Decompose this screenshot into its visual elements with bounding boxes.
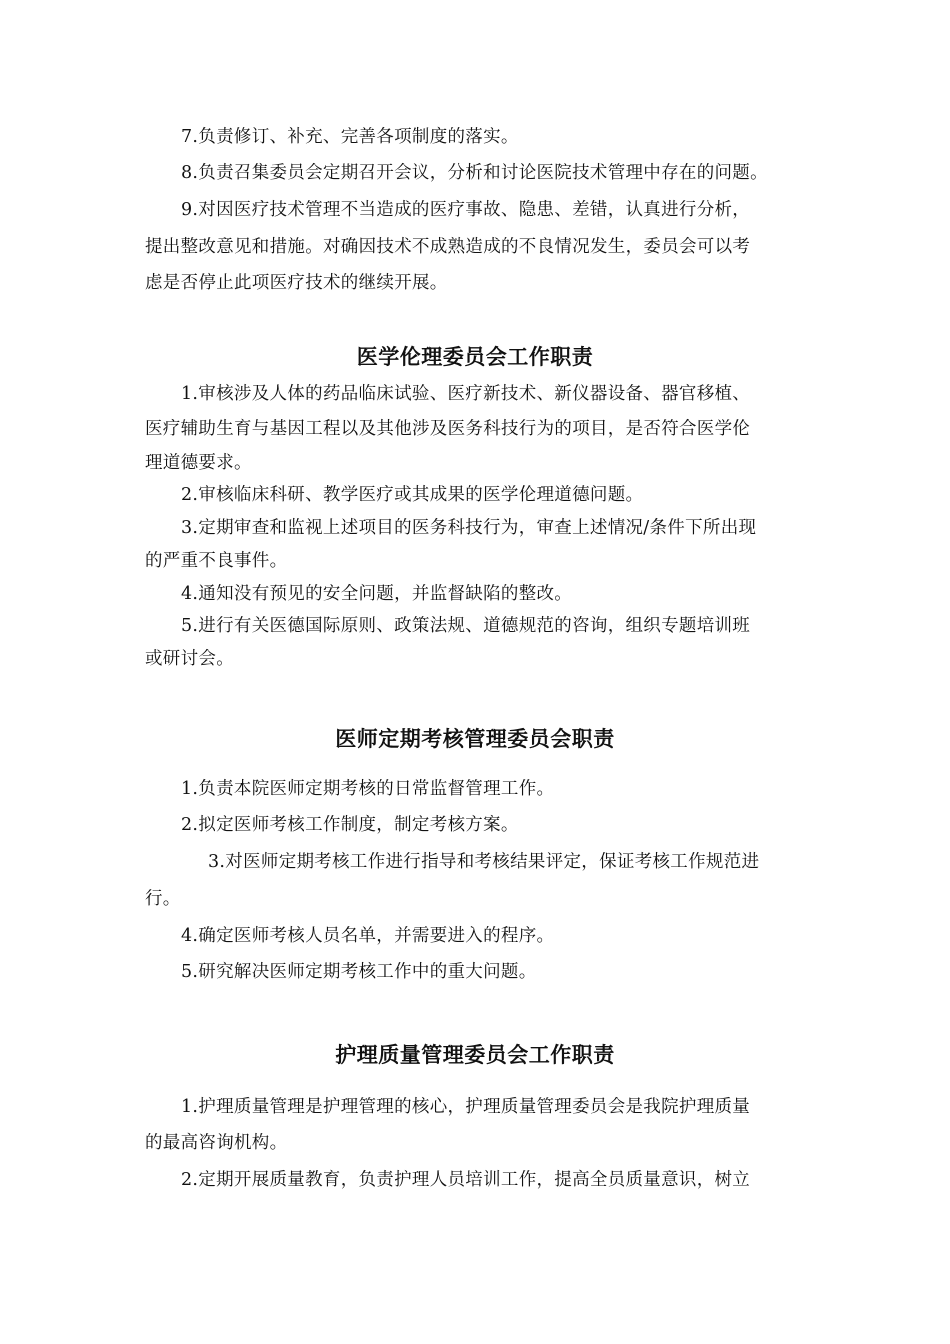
paragraph-line: 5.进行有关医德国际原则、政策法规、道德规范的咨询，组织专题培训班: [181, 616, 751, 636]
section-title-ethics: 医学伦理委员会工作职责: [356, 345, 594, 369]
paragraph-line: 1.审核涉及人体的药品临床试验、医疗新技术、新仪器设备、器官移植、: [181, 384, 751, 404]
paragraph-line: 2.审核临床科研、教学医疗或其成果的医学伦理道德问题。: [181, 485, 644, 505]
paragraph-line: 8.负责召集委员会定期召开会议，分析和讨论医院技术管理中存在的问题。: [181, 163, 768, 183]
paragraph-line: 3.对医师定期考核工作进行指导和考核结果评定，保证考核工作规范进: [208, 852, 760, 872]
paragraph-line: 1.负责本院医师定期考核的日常监督管理工作。: [181, 779, 555, 799]
paragraph-line: 7.负责修订、补充、完善各项制度的落实。: [181, 127, 519, 147]
paragraph-line: 2.拟定医师考核工作制度，制定考核方案。: [181, 815, 519, 835]
paragraph-line: 或研讨会。: [145, 649, 234, 669]
paragraph-line: 2.定期开展质量教育，负责护理人员培训工作，提高全员质量意识，树立: [181, 1170, 751, 1190]
paragraph-line: 5.研究解决医师定期考核工作中的重大问题。: [181, 962, 537, 982]
paragraph-line: 虑是否停止此项医疗技术的继续开展。: [145, 273, 448, 293]
paragraph-line: 4.通知没有预见的安全问题，并监督缺陷的整改。: [181, 584, 573, 604]
paragraph-line: 的最高咨询机构。: [145, 1133, 288, 1153]
paragraph-line: 9.对因医疗技术管理不当造成的医疗事故、隐患、差错，认真进行分析，: [181, 200, 751, 220]
paragraph-line: 理道德要求。: [145, 453, 252, 473]
paragraph-line: 4.确定医师考核人员名单，并需要进入的程序。: [181, 926, 555, 946]
paragraph-line: 的严重不良事件。: [145, 551, 288, 571]
paragraph-line: 1.护理质量管理是护理管理的核心，护理质量管理委员会是我院护理质量: [181, 1097, 751, 1117]
paragraph-line: 医疗辅助生育与基因工程以及其他涉及医务科技行为的项目，是否符合医学伦: [145, 419, 751, 439]
section-title-assessment: 医师定期考核管理委员会职责: [335, 727, 615, 751]
section-title-nursing: 护理质量管理委员会工作职责: [335, 1043, 615, 1067]
paragraph-line: 行。: [145, 889, 181, 909]
paragraph-line: 提出整改意见和措施。对确因技术不成熟造成的不良情况发生，委员会可以考: [145, 237, 751, 257]
paragraph-line: 3.定期审查和监视上述项目的医务科技行为，审查上述情况/条件下所出现: [181, 518, 757, 538]
